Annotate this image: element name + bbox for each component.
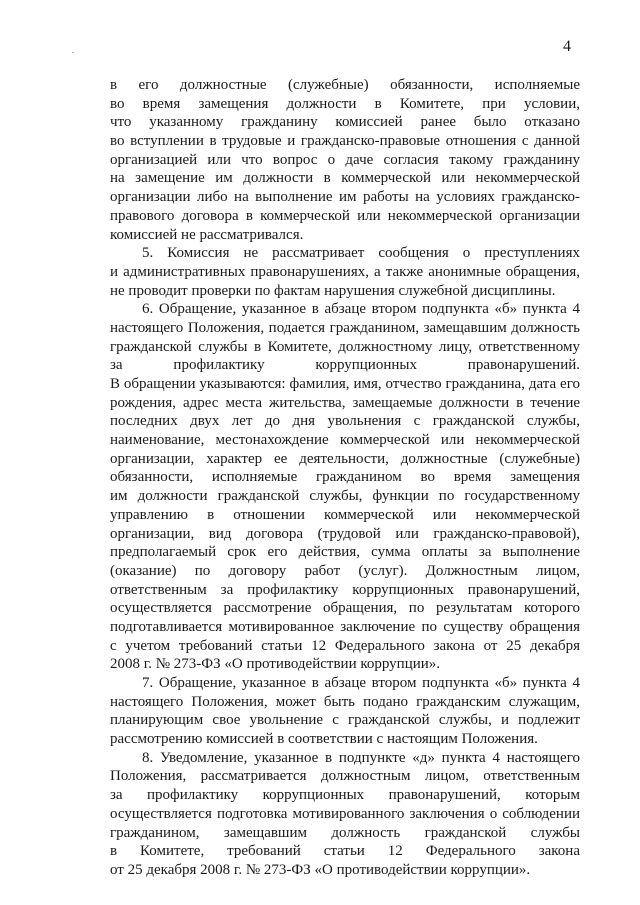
text-line: организации либо на выполнение им работы на условиях гражданско- bbox=[110, 189, 580, 206]
text-line: за профилактику коррупционных правонарушений. bbox=[110, 357, 580, 374]
text-line: осуществляется подготовка мотивированного заключения о соблюдении bbox=[110, 805, 580, 822]
text-line: комиссией не рассматривался. bbox=[110, 226, 304, 243]
text-line: управлению в отношении коммерческой или некоммерческой bbox=[110, 506, 580, 523]
text-line: что указанному гражданину комиссией ранее было отказано bbox=[110, 114, 580, 131]
text-line: рождения, адрес места жительства, замещаемые должности в течение bbox=[110, 394, 580, 411]
paragraph-first-line: 5. Комиссия не рассматривает сообщения о преступлениях bbox=[142, 245, 580, 262]
text-line: наименование, местонахождение коммерческой или некоммерческой bbox=[110, 432, 580, 449]
scan-artifact bbox=[72, 52, 74, 53]
text-line: обязанности, исполняемые гражданином во время замещения bbox=[110, 469, 580, 486]
text-line: Положения, рассматривается должностным лицом, ответственным bbox=[110, 768, 580, 785]
text-line: на замещение им должности в коммерческой или некоммерческой bbox=[110, 170, 580, 187]
text-line: от 25 декабря 2008 г. № 273-ФЗ «О противодействии коррупции». bbox=[110, 861, 531, 878]
text-line: за профилактику коррупционных правонарушений, которым bbox=[110, 787, 580, 804]
text-line: в Комитете, требований статьи 12 Федерального закона bbox=[110, 843, 580, 860]
text-line: предполагаемый срок его действия, сумма оплаты за выполнение bbox=[110, 544, 580, 561]
text-line: осуществляется рассмотрение обращения, по результатам которого bbox=[110, 600, 580, 617]
text-line: с учетом требований статьи 12 Федерального закона от 25 декабря bbox=[110, 637, 580, 654]
paragraph-first-line: 7. Обращение, указанное в абзаце втором подпункта «б» пункта 4 bbox=[142, 675, 580, 691]
text-line: настоящего Положения, может быть подано гражданским служащим, bbox=[110, 693, 580, 710]
text-line: настоящего Положения, подается гражданином, замещавшим должность bbox=[110, 319, 580, 336]
text-line: ответственным за профилактику коррупционных правонарушений, bbox=[110, 581, 580, 598]
document-body bbox=[110, 76, 580, 880]
text-line: организацией или что вопрос о даче согласия такому гражданину bbox=[110, 151, 580, 168]
text-line: в его должностные (служебные) обязанности, исполняемые bbox=[110, 77, 580, 93]
text-line: во вступлении в трудовые и гражданско-правовые отношения с данной bbox=[110, 133, 580, 150]
text-line: В обращении указываются: фамилия, имя, отчество гражданина, дата его bbox=[110, 376, 580, 392]
page-number: 4 bbox=[563, 38, 571, 55]
text-line: последних двух лет до дня увольнения с гражданской службы, bbox=[110, 413, 580, 430]
paragraph-first-line: 8. Уведомление, указанное в подпункте «д» пункта 4 настоящего bbox=[142, 749, 580, 766]
text-line: организации, характер ее деятельности, должностные (служебные) bbox=[110, 450, 580, 467]
paragraph-first-line: 6. Обращение, указанное в абзаце втором подпункта «б» пункта 4 bbox=[142, 301, 580, 318]
text-line: гражданской службы в Комитете, должностному лицу, ответственному bbox=[110, 338, 580, 355]
text-line: подготавливается мотивированное заключение по существу обращения bbox=[110, 618, 580, 635]
text-line: гражданином, замещавшим должность гражданской службы bbox=[110, 824, 580, 841]
text-line: и административных правонарушениях, а также анонимные обращения, bbox=[110, 263, 580, 280]
text-line: 2008 г. № 273-ФЗ «О противодействии коррупции». bbox=[110, 656, 441, 673]
text-line: планирующим свое увольнение с гражданской службы, и подлежит bbox=[110, 712, 580, 729]
text-line: рассмотрению комиссией в соответствии с настоящим Положения. bbox=[110, 731, 538, 748]
text-line: им должности гражданской службы, функции по государственному bbox=[110, 488, 580, 505]
text-line: не проводит проверки по фактам нарушения служебной дисциплины. bbox=[110, 282, 556, 299]
text-line: организации, вид договора (трудовой или гражданско-правовой), bbox=[110, 525, 580, 542]
text-line: (оказание) по договору работ (услуг). Должностным лицом, bbox=[110, 562, 580, 579]
text-line: во время замещения должности в Комитете, при условии, bbox=[110, 95, 580, 112]
text-line: правового договора в коммерческой или некоммерческой организации bbox=[110, 207, 580, 224]
